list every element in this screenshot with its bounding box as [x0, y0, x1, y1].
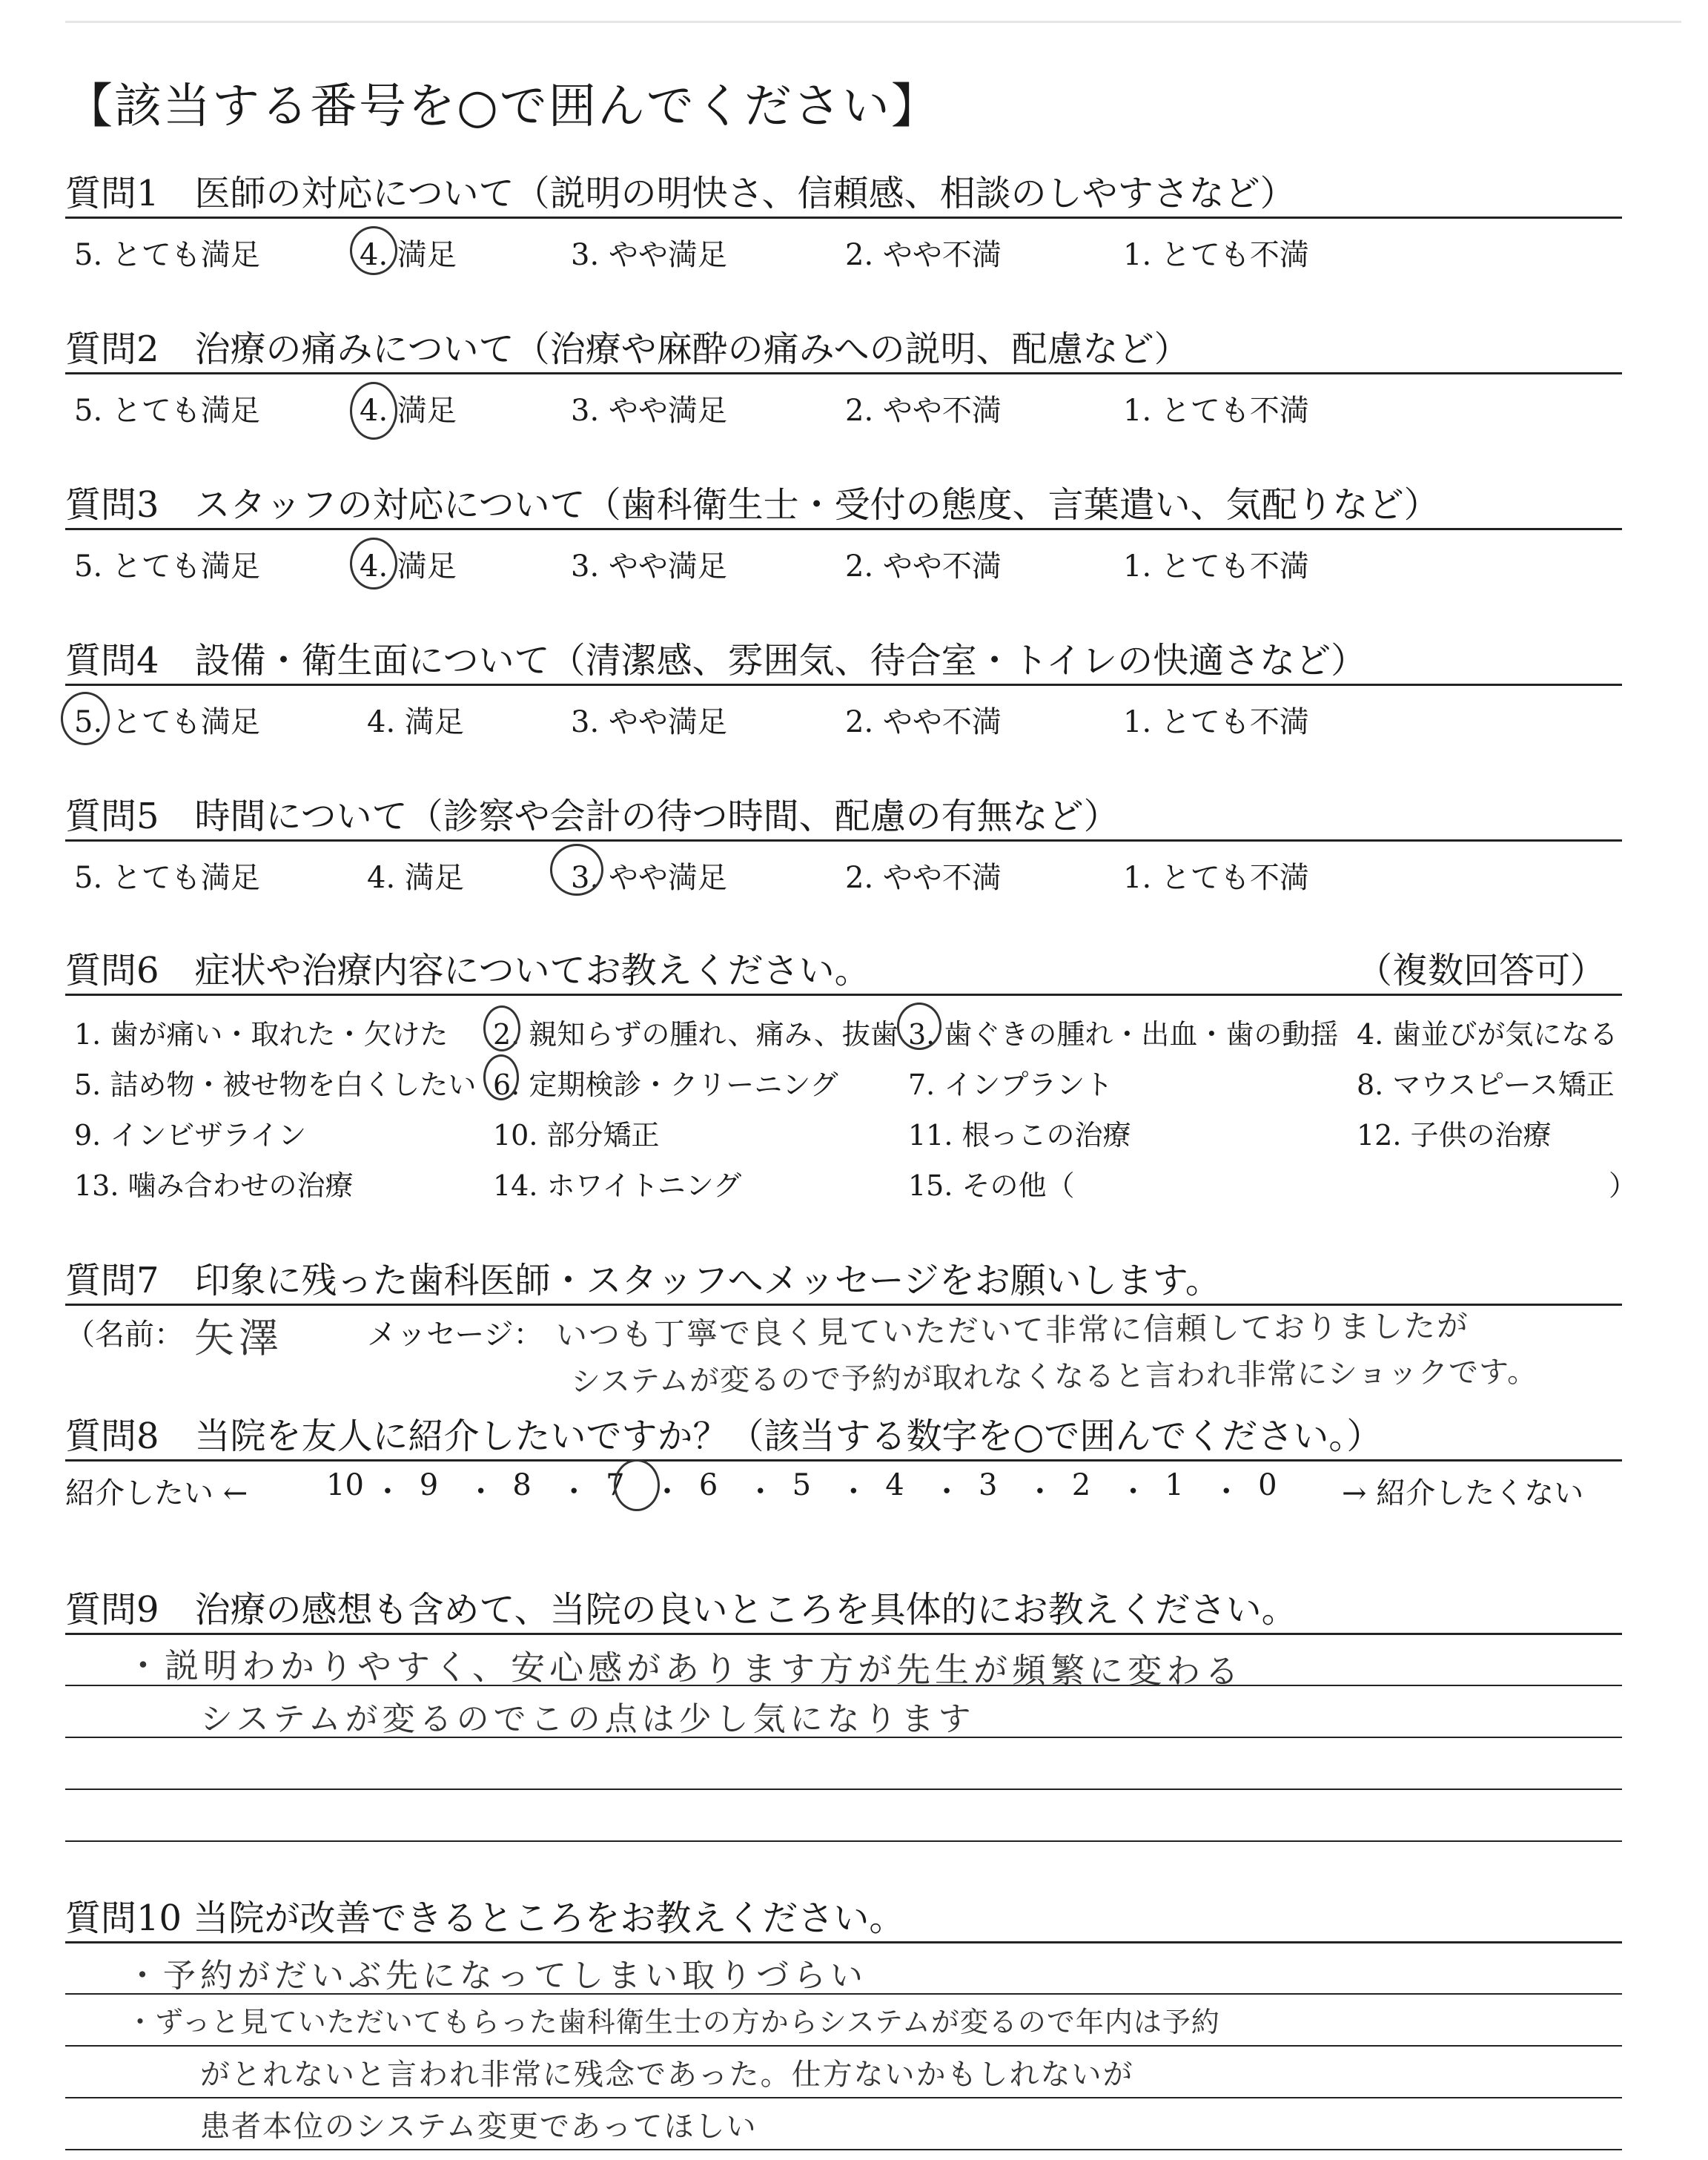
q5-answer-circle — [550, 844, 603, 896]
q7-message-label: メッセージ： — [367, 1318, 543, 1352]
q8-scale-separator: ・ — [838, 1475, 869, 1509]
q8-scale-separator: ・ — [932, 1475, 962, 1509]
answer-line — [65, 1789, 1622, 1790]
q8-scale-separator: ・ — [372, 1475, 403, 1509]
q6-option-4[interactable]: 4. 歯並びが気になる — [1357, 1018, 1618, 1051]
q5-option-1[interactable]: 1. とても不満 — [1123, 861, 1309, 895]
divider — [65, 994, 1622, 996]
divider — [65, 372, 1622, 374]
q2-option-5[interactable]: 5. とても満足 — [74, 394, 260, 428]
q3-option-5[interactable]: 5. とても満足 — [74, 549, 260, 584]
q6-answer-circle-2 — [483, 1005, 520, 1051]
q8-answer-circle — [614, 1459, 660, 1511]
q10-answer-line-4[interactable]: 患者本位のシステム変更であってほしい — [200, 2110, 758, 2144]
q6-option-13[interactable]: 13. 噛み合わせの治療 — [74, 1169, 354, 1202]
q3-option-3[interactable]: 3. やや満足 — [571, 549, 727, 584]
q9-answer-line-2[interactable]: システムが変るのでこの点は少し気になります — [200, 1700, 976, 1738]
q8-scale — [326, 1468, 1305, 1513]
q4-option-4[interactable]: 4. 満足 — [367, 705, 464, 739]
divider — [65, 1633, 1622, 1635]
q3-option-1[interactable]: 1. とても不満 — [1123, 549, 1309, 584]
q6-option-8[interactable]: 8. マウスピース矯正 — [1357, 1069, 1615, 1101]
answer-line — [65, 2097, 1622, 2098]
q10-answer-line-2[interactable]: ・ずっと見ていただいてもらった歯科衛生士の方からシステムが変るので年内は予約 — [126, 2006, 1220, 2038]
q2-option-1[interactable]: 1. とても不満 — [1123, 394, 1309, 428]
scan-top-edge — [65, 21, 1681, 23]
q6-answer-circle-3 — [897, 1003, 941, 1050]
divider — [65, 839, 1622, 842]
q6-option-10[interactable]: 10. 部分矯正 — [493, 1119, 660, 1152]
q4-option-1[interactable]: 1. とても不満 — [1123, 705, 1309, 739]
q7-message-line-1[interactable]: いつも丁寧で良く見ていただいて非常に信頼しておりましたが — [555, 1307, 1470, 1353]
question-5-title: 質問5 時間について（診察や会計の待つ時間、配慮の有無など） — [65, 796, 1119, 837]
q6-option-15[interactable]: 15. その他（ — [908, 1169, 1075, 1202]
q7-name-value[interactable]: 矢澤 — [194, 1315, 283, 1361]
q2-option-2[interactable]: 2. やや不満 — [845, 394, 1002, 428]
q6-option-5[interactable]: 5. 詰め物・被せ物を白くしたい — [74, 1069, 477, 1101]
q6-option-9[interactable]: 9. インビザライン — [74, 1119, 307, 1152]
q8-scale-value-7[interactable]: 7 — [606, 1468, 625, 1502]
q6-option-15-close: ） — [1609, 1169, 1638, 1202]
q6-option-12[interactable]: 12. 子供の治療 — [1357, 1119, 1552, 1152]
q8-scale-value-1[interactable]: 1 — [1165, 1468, 1184, 1502]
q6-option-14[interactable]: 14. ホワイトニング — [493, 1169, 742, 1202]
question-4-title: 質問4 設備・衛生面について（清潔感、雰囲気、待合室・トイレの快適さなど） — [65, 640, 1367, 681]
q5-option-5[interactable]: 5. とても満足 — [74, 861, 260, 895]
q8-scale-separator: ・ — [1118, 1475, 1148, 1509]
q8-scale-value-6[interactable]: 6 — [698, 1468, 718, 1502]
q8-scale-value-10[interactable]: 10 — [326, 1468, 364, 1502]
q4-option-3[interactable]: 3. やや満足 — [571, 705, 727, 739]
q3-option-4[interactable]: 4. 満足 — [360, 549, 457, 584]
q2-option-4[interactable]: 4. 満足 — [360, 394, 457, 428]
q4-answer-circle — [61, 692, 110, 745]
q8-scale-value-3[interactable]: 3 — [979, 1468, 998, 1502]
q8-scale-value-0[interactable]: 0 — [1258, 1468, 1277, 1502]
q6-option-11[interactable]: 11. 根っこの治療 — [908, 1119, 1131, 1152]
q6-option-1[interactable]: 1. 歯が痛い・取れた・欠けた — [74, 1018, 448, 1051]
q4-option-5[interactable]: 5. とても満足 — [74, 705, 260, 739]
divider — [65, 217, 1622, 219]
q8-scale-value-8[interactable]: 8 — [512, 1468, 532, 1502]
answer-line — [65, 1840, 1622, 1842]
q5-option-2[interactable]: 2. やや不満 — [845, 861, 1002, 895]
q1-option-3[interactable]: 3. やや満足 — [571, 238, 727, 272]
q8-scale-value-2[interactable]: 2 — [1071, 1468, 1091, 1502]
question-8-title: 質問8 当院を友人に紹介したいですか？（該当する数字を○で囲んでください。） — [65, 1416, 1383, 1457]
q8-scale-value-9[interactable]: 9 — [419, 1468, 439, 1502]
q8-scale-value-4[interactable]: 4 — [885, 1468, 904, 1502]
question-10-title: 質問10 当院が改善できるところをお教えください。 — [65, 1898, 905, 1939]
divider — [65, 1941, 1622, 1943]
q8-scale-separator: ・ — [745, 1475, 775, 1509]
q2-option-3[interactable]: 3. やや満足 — [571, 394, 727, 428]
q6-option-2[interactable]: 2. 親知らずの腫れ、痛み、抜歯 — [493, 1018, 898, 1051]
divider — [65, 1459, 1622, 1462]
q8-scale-separator: ・ — [652, 1475, 682, 1509]
q3-answer-circle — [350, 538, 397, 589]
q6-option-6[interactable]: 6. 定期検診・クリーニング — [493, 1069, 838, 1101]
q8-right-label: → 紹介したくない — [1342, 1476, 1584, 1510]
page-heading: 【該当する番号を○で囲んでください】 — [65, 79, 940, 134]
q8-left-label: 紹介したい ← — [65, 1476, 248, 1510]
q5-option-3[interactable]: 3. やや満足 — [571, 861, 727, 895]
answer-line — [65, 2149, 1622, 2150]
question-2-title: 質問2 治療の痛みについて（治療や麻酔の痛みへの説明、配慮など） — [65, 328, 1190, 370]
q8-scale-value-5[interactable]: 5 — [792, 1468, 812, 1502]
answer-line — [65, 2045, 1622, 2047]
q1-option-5[interactable]: 5. とても満足 — [74, 238, 260, 272]
q1-option-1[interactable]: 1. とても不満 — [1123, 238, 1309, 272]
q10-answer-line-1[interactable]: ・予約がだいぶ先になってしまい取りづらい — [126, 1957, 867, 1995]
q2-answer-circle — [350, 382, 397, 440]
q1-answer-circle — [350, 226, 397, 275]
q4-option-2[interactable]: 2. やや不満 — [845, 705, 1002, 739]
q9-answer-line-1[interactable]: ・説明わかりやすく、安心感があります方が先生が頻繁に変わる — [125, 1645, 1244, 1691]
q8-scale-separator: ・ — [1025, 1475, 1055, 1509]
question-3-title: 質問3 スタッフの対応について（歯科衛生士・受付の態度、言葉遣い、気配りなど） — [65, 484, 1440, 526]
question-7-title: 質問7 印象に残った歯科医師・スタッフへメッセージをお願いします。 — [65, 1260, 1221, 1301]
divider — [65, 528, 1622, 530]
question-6-title: 質問6 症状や治療内容についてお教えください。 — [65, 950, 870, 991]
q5-option-4[interactable]: 4. 満足 — [367, 861, 464, 895]
q8-scale-separator: ・ — [559, 1475, 589, 1509]
q6-option-7[interactable]: 7. インプラント — [908, 1069, 1113, 1101]
q6-option-3[interactable]: 3. 歯ぐきの腫れ・出血・歯の動揺 — [908, 1018, 1339, 1051]
q3-option-2[interactable]: 2. やや不満 — [845, 549, 1002, 584]
question-1-title: 質問1 医師の対応について（説明の明快さ、信頼感、相談のしやすさなど） — [65, 173, 1296, 214]
q8-scale-separator: ・ — [466, 1475, 496, 1509]
question-6-note: （複数回答可） — [1357, 950, 1606, 991]
question-9-title: 質問9 治療の感想も含めて、当院の良いところを具体的にお教えください。 — [65, 1589, 1297, 1631]
q6-answer-circle-6 — [483, 1054, 519, 1100]
q7-name-label: （名前： — [65, 1318, 184, 1352]
q1-option-4[interactable]: 4. 満足 — [360, 238, 457, 272]
q1-option-2[interactable]: 2. やや不満 — [845, 238, 1002, 272]
q7-message-line-2[interactable]: システムが変るので予約が取れなくなると言われ非常にショックです。 — [570, 1355, 1538, 1399]
divider — [65, 684, 1622, 686]
q10-answer-line-3[interactable]: がとれないと言われ非常に残念であった。仕方ないかもしれないが — [200, 2058, 1134, 2092]
q8-scale-separator: ・ — [1211, 1475, 1242, 1509]
